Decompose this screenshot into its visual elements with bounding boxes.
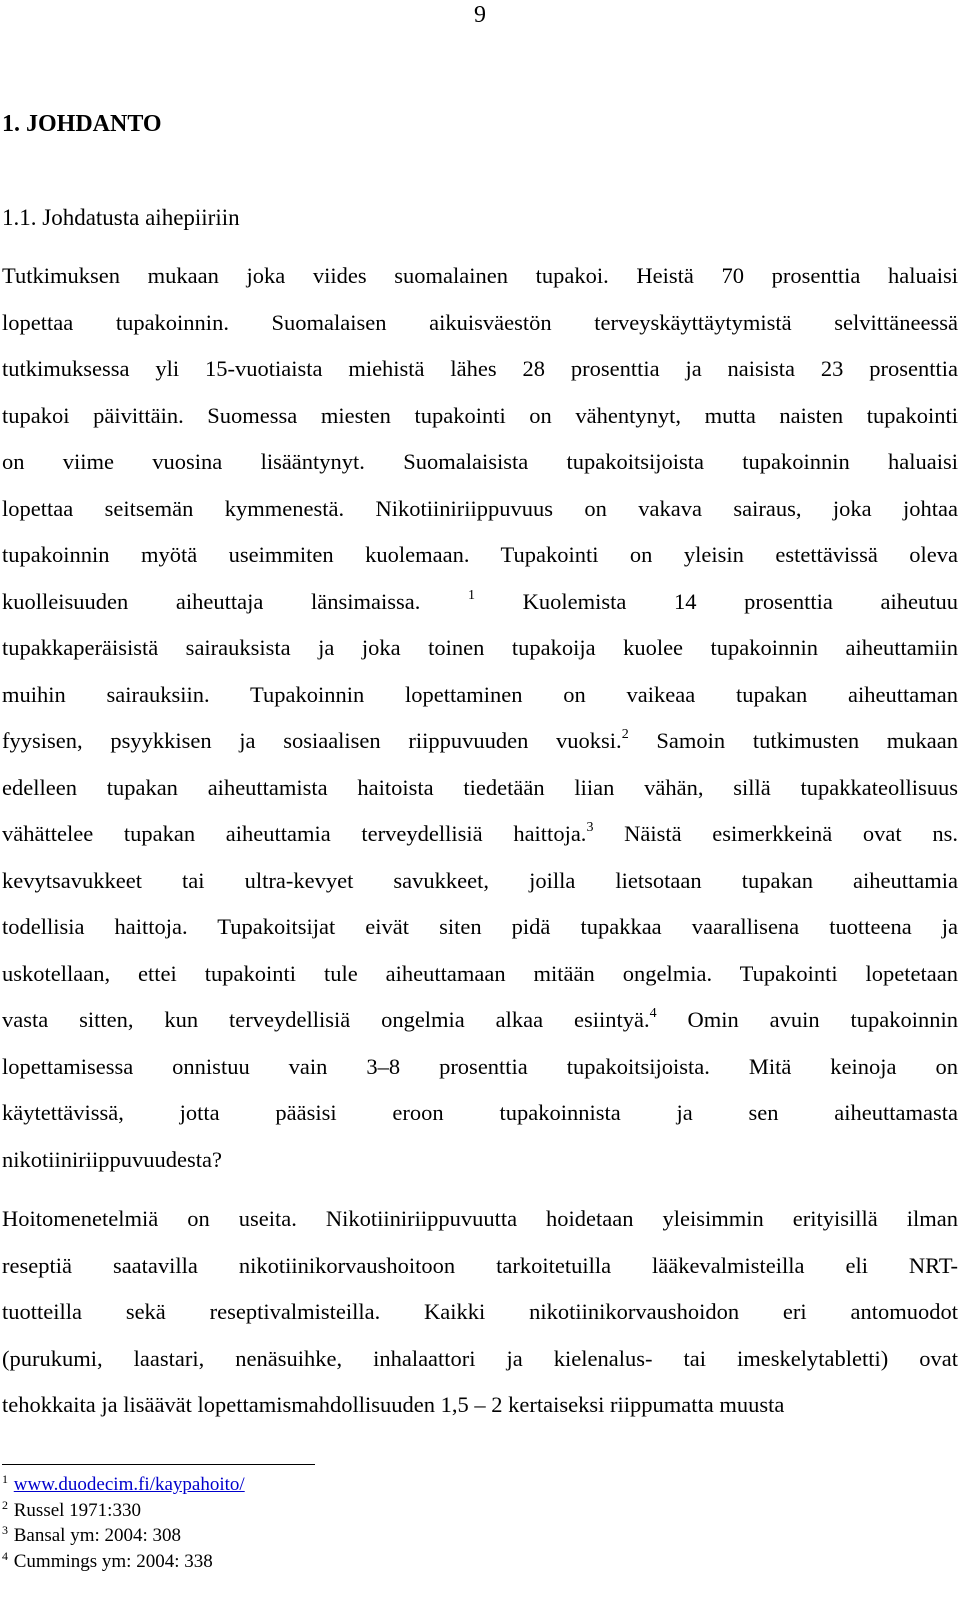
text-run: (purukumi, laastari, nenäsuihke, inhalaattori ja kielenalus- tai imeskelytabletti) ovat	[2, 1345, 958, 1371]
text-line	[2, 904, 958, 951]
text-line	[2, 579, 958, 626]
text-line	[2, 718, 958, 765]
text-line	[2, 765, 958, 812]
text-line	[2, 1090, 958, 1137]
text-run: Kuolemista 14 prosenttia aiheutuu	[474, 588, 958, 614]
section-heading: 1.1. Johdatusta aihepiiriin	[2, 205, 240, 230]
text-run: Omin avuin tupakoinnin	[656, 1007, 958, 1032]
footnote-number: 1	[2, 1472, 8, 1487]
text-run: on viime vuosina lisääntynyt. Suomalaisista tupakoitsijoista tupakoinnin haluaisi	[2, 449, 958, 474]
text-run: lopettaa tupakoinnin. Suomalaisen aikuisväestön terveyskäyttäytymistä selvittäneessä	[2, 309, 958, 335]
text-line	[2, 951, 958, 998]
text-run: käytettävissä, jotta pääsisi eroon tupakoinnista ja sen aiheuttamasta	[2, 1100, 958, 1125]
text-line	[2, 1044, 958, 1091]
text-line	[2, 858, 958, 905]
page-number: 9	[474, 2, 486, 28]
text-line	[2, 253, 958, 300]
text-run: muihin sairauksiin. Tupakoinnin lopettaminen on vaikeaa tupakan aiheuttaman	[2, 681, 958, 707]
text-run: edelleen tupakan aiheuttamista haitoista tiedetään liian vähän, sillä tupakkateollisuus	[2, 774, 958, 800]
text-run: tupakoinnin myötä useimmiten kuolemaan. Tupakointi on yleisin estettävissä oleva	[2, 542, 958, 567]
body-paragraph-1	[2, 253, 958, 1183]
text-run: kuolleisuuden aiheuttaja länsimaissa.	[2, 588, 468, 614]
text-line	[2, 1289, 958, 1336]
text-run: reseptiä saatavilla nikotiinikorvaushoitoon tarkoitetuilla lääkevalmisteilla eli NRT-	[2, 1252, 958, 1278]
text-line	[2, 532, 958, 579]
chapter-heading: 1. JOHDANTO	[2, 111, 162, 137]
text-run: tupakoi päivittäin. Suomessa miesten tupakointi on vähentynyt, mutta naisten tupakointi	[2, 402, 958, 428]
footnote-number: 3	[2, 1523, 8, 1538]
text-run: tupakkaperäisistä sairauksista ja joka toinen tupakoija kuolee tupakoinnin aiheuttamiin	[2, 635, 958, 660]
footnote-reference[interactable]: 1	[467, 587, 475, 603]
text-run: tehokkaita ja lisäävät lopettamismahdollisuuden 1,5 – 2 kertaiseksi riippumatta muusta	[2, 1392, 785, 1417]
text-line	[2, 997, 958, 1044]
footnote-text: Russel 1971:330	[13, 1499, 141, 1521]
text-run: Hoitomenetelmiä on useita. Nikotiiniriippuvuutta hoidetaan yleisimmin erityisillä ilman	[2, 1206, 958, 1231]
text-line	[2, 1243, 958, 1290]
text-line	[2, 672, 958, 719]
footnote-text: Cummings ym: 2004: 338	[13, 1550, 213, 1572]
footnote-number: 4	[2, 1548, 8, 1563]
text-line	[2, 625, 958, 672]
text-run: Samoin tutkimusten mukaan	[628, 728, 958, 753]
footnote-number: 2	[2, 1497, 8, 1512]
text-run: lopettamisessa onnistuu vain 3–8 prosenttia tupakoitsijoista. Mitä keinoja on	[2, 1053, 958, 1079]
text-line	[2, 1336, 958, 1383]
text-run: todellisia haittoja. Tupakoitsijat eivät siten pidä tupakkaa vaarallisena tuotteena ja	[2, 914, 958, 939]
text-run: fyysisen, psyykkisen ja sosiaalisen riippuvuuden vuoksi.	[2, 728, 622, 753]
footnote-reference[interactable]: 2	[621, 727, 629, 743]
text-line	[2, 393, 958, 440]
footnote-reference[interactable]: 4	[649, 1006, 657, 1022]
text-run: vasta sitten, kun terveydellisiä ongelmia alkaa esiintyä.	[2, 1007, 650, 1032]
footnote-separator	[2, 1464, 315, 1465]
text-line	[2, 1196, 958, 1243]
text-run: vähättelee tupakan aiheuttamia terveydellisiä haittoja.	[2, 821, 587, 846]
text-run: lopettaa seitsemän kymmenestä. Nikotiiniriippuvuus on vakava sairaus, joka johtaa	[2, 495, 958, 521]
text-line	[2, 486, 958, 533]
text-run: tuotteilla sekä reseptivalmisteilla. Kaikki nikotiinikorvaushoidon eri antomuodot	[2, 1299, 958, 1324]
text-line	[2, 439, 958, 486]
text-run: uskotellaan, ettei tupakointi tule aiheuttamaan mitään ongelmia. Tupakointi lopetetaan	[2, 960, 958, 986]
footnotes-list	[2, 1472, 245, 1574]
text-run: Tutkimuksen mukaan joka viides suomalainen tupakoi. Heistä 70 prosenttia haluaisi	[2, 263, 958, 288]
footnote-item	[2, 1523, 245, 1549]
footnote-reference[interactable]: 3	[586, 820, 594, 836]
body-paragraph-2	[2, 1196, 958, 1429]
text-run: nikotiiniriippuvuudesta?	[2, 1146, 222, 1172]
text-run: Näistä esimerkkeinä ovat ns.	[593, 821, 958, 846]
text-run: kevytsavukkeet tai ultra-kevyet savukkeet, joilla lietsotaan tupakan aiheuttamia	[2, 867, 958, 893]
text-line	[2, 346, 958, 393]
footnote-item	[2, 1498, 245, 1524]
footnote-text: Bansal ym: 2004: 308	[13, 1525, 182, 1546]
text-line	[2, 300, 958, 347]
text-run: tutkimuksessa yli 15-vuotiaista miehistä lähes 28 prosenttia ja naisista 23 prosenttia	[2, 356, 958, 381]
footnote-link[interactable]: www.duodecim.fi/kaypahoito/	[13, 1474, 245, 1495]
footnote-item	[2, 1472, 245, 1498]
footnote-item	[2, 1549, 245, 1575]
text-line	[2, 1382, 958, 1429]
text-line	[2, 811, 958, 858]
text-line	[2, 1137, 958, 1184]
